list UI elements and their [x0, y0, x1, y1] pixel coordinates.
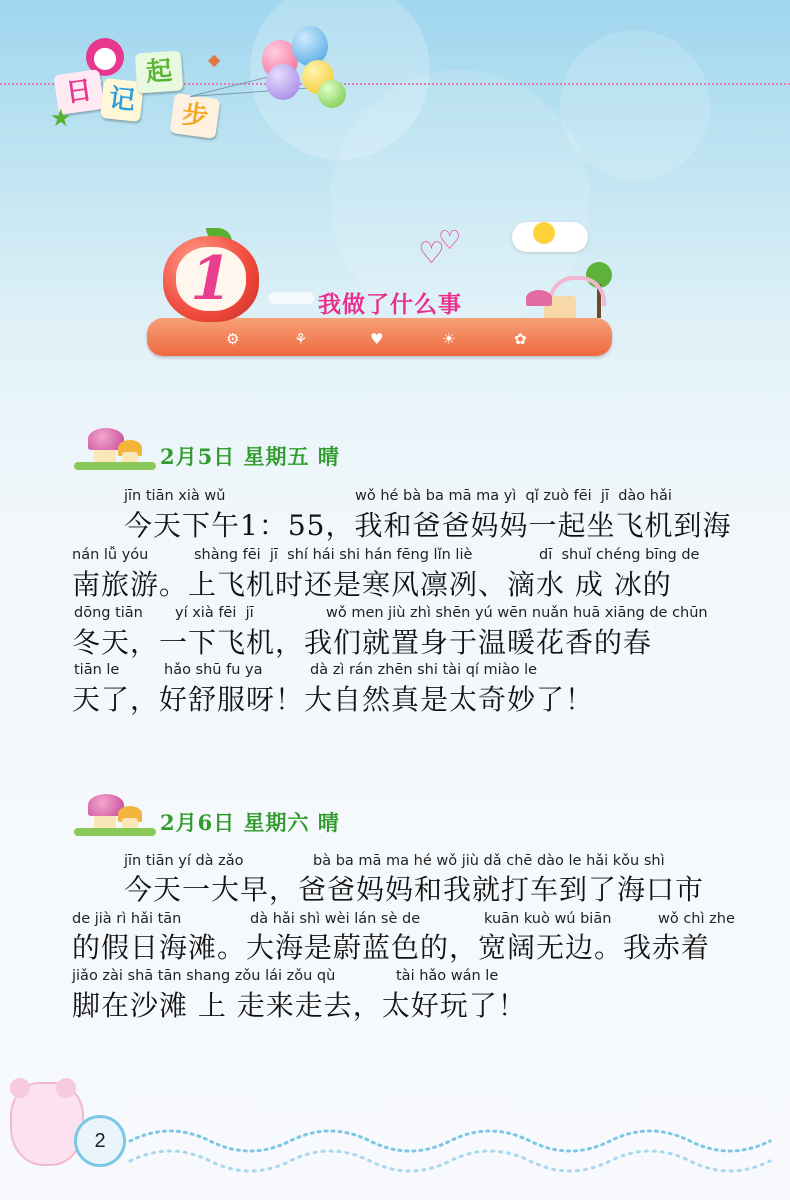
pinyin-line: dōng tiān	[74, 605, 143, 621]
diary-text-line: 今天一大早，爸爸妈妈和我就打车到了海口市	[124, 873, 705, 906]
pinyin-line: tài hǎo wán le	[396, 968, 499, 984]
diary-text-line: 的假日海滩。大海是蔚蓝色的，宽阔无边。我赤着	[72, 931, 711, 964]
pinyin-line: nán lǚ yóu	[72, 547, 149, 563]
pinyin-line: dī shuǐ chéng bīng de	[539, 547, 700, 563]
entry-date: 2月6日 星期六 晴	[160, 810, 340, 835]
bear-ear	[56, 1078, 76, 1098]
heart-icon: ♡	[418, 236, 445, 271]
lamp-icon: ☀	[442, 330, 456, 348]
grass-icon	[74, 828, 156, 836]
heart-icon: ♡	[438, 226, 462, 256]
sun-icon	[533, 222, 555, 244]
pinyin-line: de jià rì hǎi tān	[72, 911, 182, 927]
pinyin-line: wǒ men jiù zhì shēn yú wēn nuǎn huā xiāng de chūn	[326, 605, 708, 621]
logo-char-ji: 记	[100, 78, 144, 122]
pinyin-line: wǒ chì zhe	[658, 911, 735, 927]
pinyin-line: dà zì rán zhēn shi tài qí miào le	[310, 662, 538, 678]
pinyin-line: tiān le	[74, 662, 120, 678]
diary-text-line: 脚在沙滩 上 走来走去，太好玩了！	[72, 989, 527, 1022]
pinyin-line: jīn tiān yí dà zǎo	[124, 853, 244, 869]
pinyin-line: shàng fēi jī shí hái shi hán fēng lǐn liè	[194, 547, 473, 563]
pinyin-line: hǎo shū fu ya	[164, 662, 263, 678]
balloon-icon	[318, 80, 346, 108]
pinyin-line: yí xià fēi jī	[175, 605, 254, 621]
sprout-icon: ⚘	[294, 330, 308, 348]
logo-char-ri: 日	[53, 69, 104, 115]
logo-char-bu: 步	[169, 93, 220, 139]
background-bubble	[560, 30, 710, 180]
entry-date: 2月5日 星期五 晴	[160, 444, 340, 469]
diary-text-line: 冬天，一下飞机，我们就置身于温暖花香的春	[72, 626, 653, 659]
diary-text-line: 天了，好舒服呀！大自然真是太奇妙了！	[72, 683, 595, 716]
logo-char-qi: 起	[135, 50, 184, 93]
chapter-number: 1	[190, 244, 232, 314]
balloon-icon	[266, 64, 300, 100]
pinyin-line: kuān kuò wú biān	[484, 911, 612, 927]
pinyin-line: dà hǎi shì wèi lán sè de	[250, 911, 421, 927]
chapter-title: 我做了什么事	[318, 292, 462, 318]
dots-icon	[268, 292, 314, 304]
mushroom-icon	[526, 290, 552, 306]
robot-icon: ⚙	[226, 330, 240, 348]
diary-text-line: 南旅游。上飞机时还是寒风凛冽、滴水 成 冰的	[72, 568, 672, 601]
star-icon: ★	[50, 104, 72, 132]
bear-ear	[10, 1078, 30, 1098]
pinyin-line: jiǎo zài shā tān shang zǒu lái zǒu qù	[72, 968, 336, 984]
pinyin-line: wǒ hé bà ba mā ma yì qǐ zuò fēi jī dào hǎi	[355, 488, 672, 504]
cup-icon: ♥	[370, 330, 384, 348]
grass-icon	[74, 462, 156, 470]
bird-icon: ◆	[208, 50, 221, 69]
page-number: 2	[74, 1115, 126, 1167]
pinyin-line: jīn tiān xià wǔ	[124, 488, 226, 504]
pinyin-line: bà ba mā ma hé wǒ jiù dǎ chē dào le hǎi kǒu shì	[313, 853, 665, 869]
diary-text-line: 今天下午1：55，我和爸爸妈妈一起坐飞机到海	[124, 509, 732, 542]
butterfly-icon: ✿	[514, 330, 527, 348]
